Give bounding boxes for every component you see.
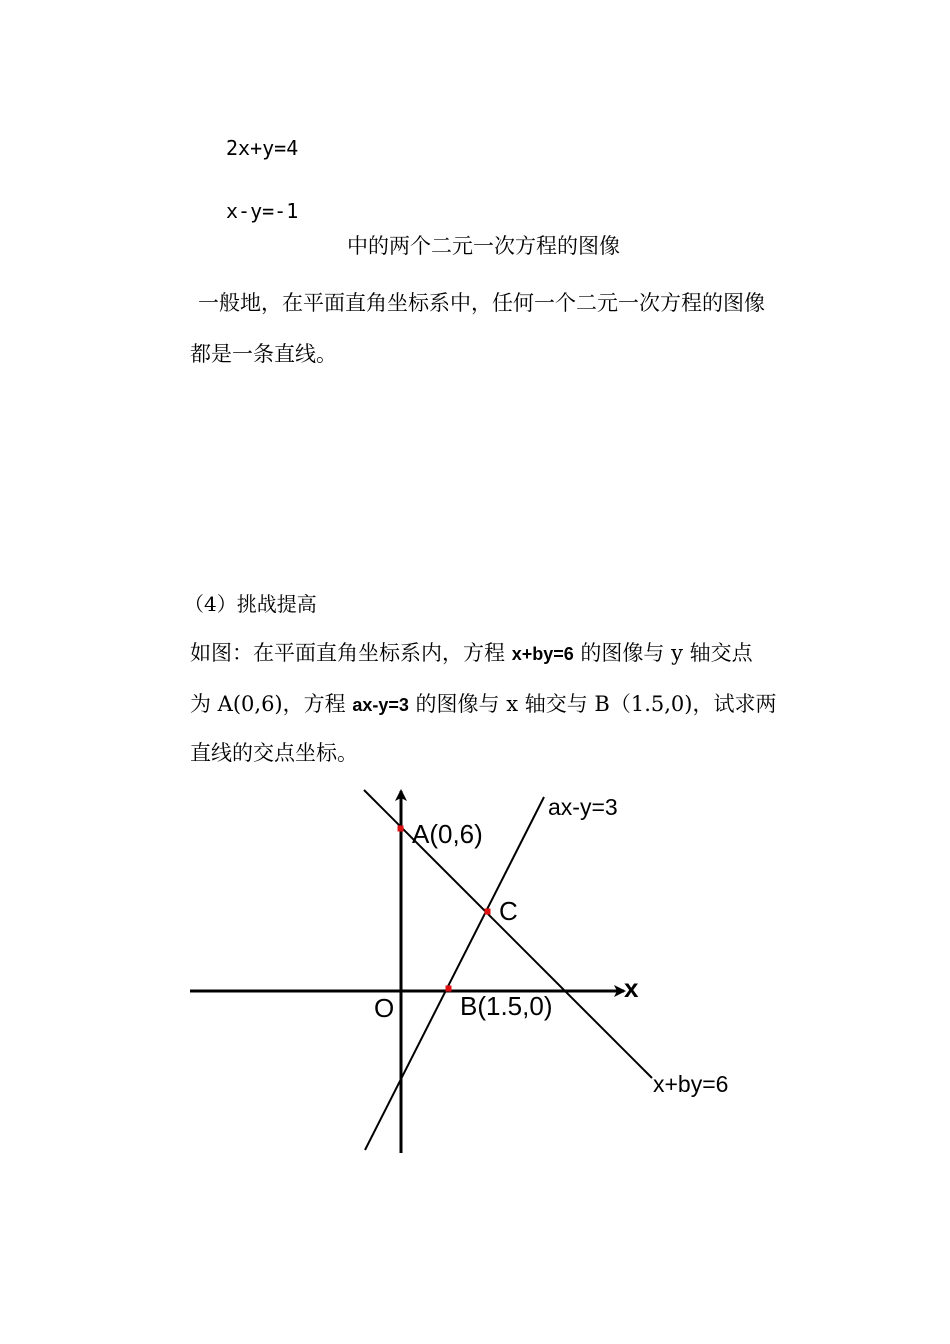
point-B bbox=[446, 986, 452, 992]
label-A: A(0,6) bbox=[412, 819, 483, 849]
challenge-heading: （4）挑战提高 bbox=[184, 592, 317, 616]
point-C bbox=[485, 909, 491, 915]
line-x-by-6 bbox=[364, 790, 652, 1078]
summary-line-1: 一般地，在平面直角坐标系中，任何一个二元一次方程的图像 bbox=[198, 291, 765, 315]
challenge-line-3: 直线的交点坐标。 bbox=[190, 741, 358, 765]
label-line-x-by-6: x+by=6 bbox=[653, 1071, 729, 1097]
challenge-text: 如图：在平面直角坐标系内，方程 bbox=[190, 641, 512, 665]
challenge-text: 的图像与 x 轴交与 B（1.5,0)，试求两 bbox=[408, 692, 777, 716]
equation-ax-y-3: ax-y=3 bbox=[352, 695, 409, 715]
point-A bbox=[398, 826, 404, 832]
label-line-ax-y-3: ax-y=3 bbox=[548, 794, 618, 820]
label-B: B(1.5,0) bbox=[460, 991, 553, 1021]
equation-2: x-y=-1 bbox=[226, 199, 299, 223]
label-C: C bbox=[499, 896, 518, 926]
caption: 中的两个二元一次方程的图像 bbox=[347, 234, 620, 258]
challenge-text: 为 A(0,6)，方程 bbox=[190, 692, 353, 716]
summary-line-2: 都是一条直线。 bbox=[190, 342, 337, 366]
equation-1: 2x+y=4 bbox=[226, 136, 299, 160]
label-x-axis: x bbox=[624, 973, 639, 1003]
line-ax-y-3 bbox=[365, 797, 544, 1150]
challenge-text: 的图像与 y 轴交点 bbox=[573, 641, 753, 665]
label-origin: O bbox=[374, 993, 395, 1023]
equation-x-by-6: x+by=6 bbox=[511, 644, 574, 664]
